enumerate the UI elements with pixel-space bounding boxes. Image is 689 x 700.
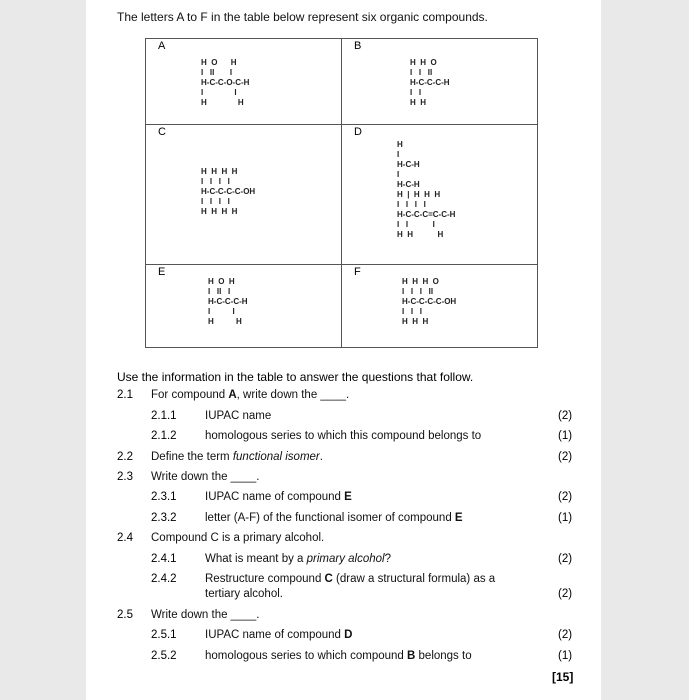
question-marks: (1) [558, 650, 573, 662]
question-number: 2.3 [117, 471, 133, 483]
formula-line: I [397, 150, 400, 159]
formula-line: I I I [397, 220, 435, 229]
cell-c [146, 125, 342, 265]
formula-line: I I I II [402, 287, 434, 296]
compound-table [145, 38, 538, 348]
question-number: 2.5.2 [151, 650, 177, 662]
question-number: 2.5.1 [151, 629, 177, 641]
formula-line: I I [208, 307, 235, 316]
formula-line: I [397, 170, 400, 179]
question-text: Restructure compound C (draw a structural formula) as a [205, 573, 496, 585]
instruction: Use the information in the table to answer the questions that follow. [117, 370, 474, 384]
structure-f [402, 277, 456, 327]
question-text: homologous series to which this compound belongs to [205, 430, 482, 442]
cell-label: C [158, 126, 166, 138]
formula-line: H H [208, 317, 242, 326]
question-number: 2.3.1 [151, 491, 177, 503]
question-marks: (2) [558, 553, 573, 565]
cell-label: A [158, 40, 166, 52]
question-marks: (2) [558, 410, 573, 422]
formula-line: I I I [402, 307, 423, 316]
structure-b [410, 58, 450, 108]
question-number: 2.1 [117, 389, 133, 401]
formula-line: H-C-C-C-H [410, 78, 450, 87]
formula-line: I I I I [201, 197, 230, 206]
formula-line: H H H [402, 317, 429, 326]
cell-label: F [354, 266, 361, 278]
question-marks: (2) [558, 491, 573, 503]
cell-e [146, 265, 342, 348]
formula-line: H O H [208, 277, 235, 286]
question-text: tertiary alcohol. [205, 588, 283, 600]
formula-line: H-C-H [397, 160, 420, 169]
cell-label: E [158, 266, 166, 278]
question-text: IUPAC name of compound D [205, 629, 353, 641]
formula-line: H H [410, 98, 426, 107]
formula-line: H H [201, 98, 244, 107]
question-number: 2.1.2 [151, 430, 177, 442]
cell-d [342, 125, 538, 265]
question-marks: (2) [558, 588, 573, 600]
formula-line: H [397, 140, 403, 149]
question-number: 2.5 [117, 609, 133, 621]
formula-line: H | H H H [397, 190, 441, 199]
question-text: Write down the ____. [151, 471, 260, 483]
question-text: homologous series to which compound B belongs to [205, 650, 472, 662]
formula-line: H H H [397, 230, 444, 239]
question-number: 2.1.1 [151, 410, 177, 422]
structure-d [397, 140, 455, 240]
cell-b [342, 39, 538, 125]
formula-line: H-C-C-C=C-C-H [397, 210, 456, 219]
question-number: 2.2 [117, 451, 133, 463]
question-marks: (2) [558, 629, 573, 641]
question-text: Compound C is a primary alcohol. [151, 532, 325, 544]
question-marks: (1) [558, 430, 573, 442]
question-text: What is meant by a primary alcohol? [205, 553, 392, 565]
question-number: 2.4 [117, 532, 133, 544]
question-text: letter (A-F) of the functional isomer of compound E [205, 512, 463, 524]
question-text: Define the term functional isomer. [151, 451, 323, 463]
cell-f [342, 265, 538, 348]
formula-line: H H O [410, 58, 437, 67]
formula-line: H-C-H [397, 180, 420, 189]
question-number: 2.4.2 [151, 573, 177, 585]
question-text: For compound A, write down the ____. [151, 389, 350, 401]
cell-a [146, 39, 342, 125]
structure-a [201, 58, 249, 108]
formula-line: I I II [410, 68, 433, 77]
formula-line: H-C-C-C-H [208, 297, 248, 306]
formula-line: I I [201, 88, 237, 97]
formula-line: H-C-C-C-C-OH [201, 187, 256, 196]
formula-line: H-C-C-O-C-H [201, 78, 250, 87]
total-marks: [15] [552, 670, 574, 684]
formula-line: H H H H [201, 167, 238, 176]
cell-label: D [354, 126, 362, 138]
question-number: 2.3.2 [151, 512, 177, 524]
question-marks: (2) [558, 451, 573, 463]
formula-line: H-C-C-C-C-OH [402, 297, 457, 306]
question-text: IUPAC name of compound E [205, 491, 352, 503]
formula-line: H H H H [201, 207, 238, 216]
cell-label: B [354, 40, 362, 52]
formula-line: I I [410, 88, 422, 97]
formula-line: H O H [201, 58, 237, 67]
intro-text: The letters A to F in the table below represent six organic compounds. [117, 10, 488, 24]
structure-c [201, 167, 255, 217]
question-marks: (1) [558, 512, 573, 524]
formula-line: H H H O [402, 277, 439, 286]
question-text: IUPAC name [205, 410, 272, 422]
question-text: Write down the ____. [151, 609, 260, 621]
question-number: 2.4.1 [151, 553, 177, 565]
formula-line: I I I I [397, 200, 426, 209]
formula-line: I II I [208, 287, 231, 296]
structure-e [208, 277, 248, 327]
formula-line: I I I I [201, 177, 230, 186]
formula-line: I II I [201, 68, 233, 77]
